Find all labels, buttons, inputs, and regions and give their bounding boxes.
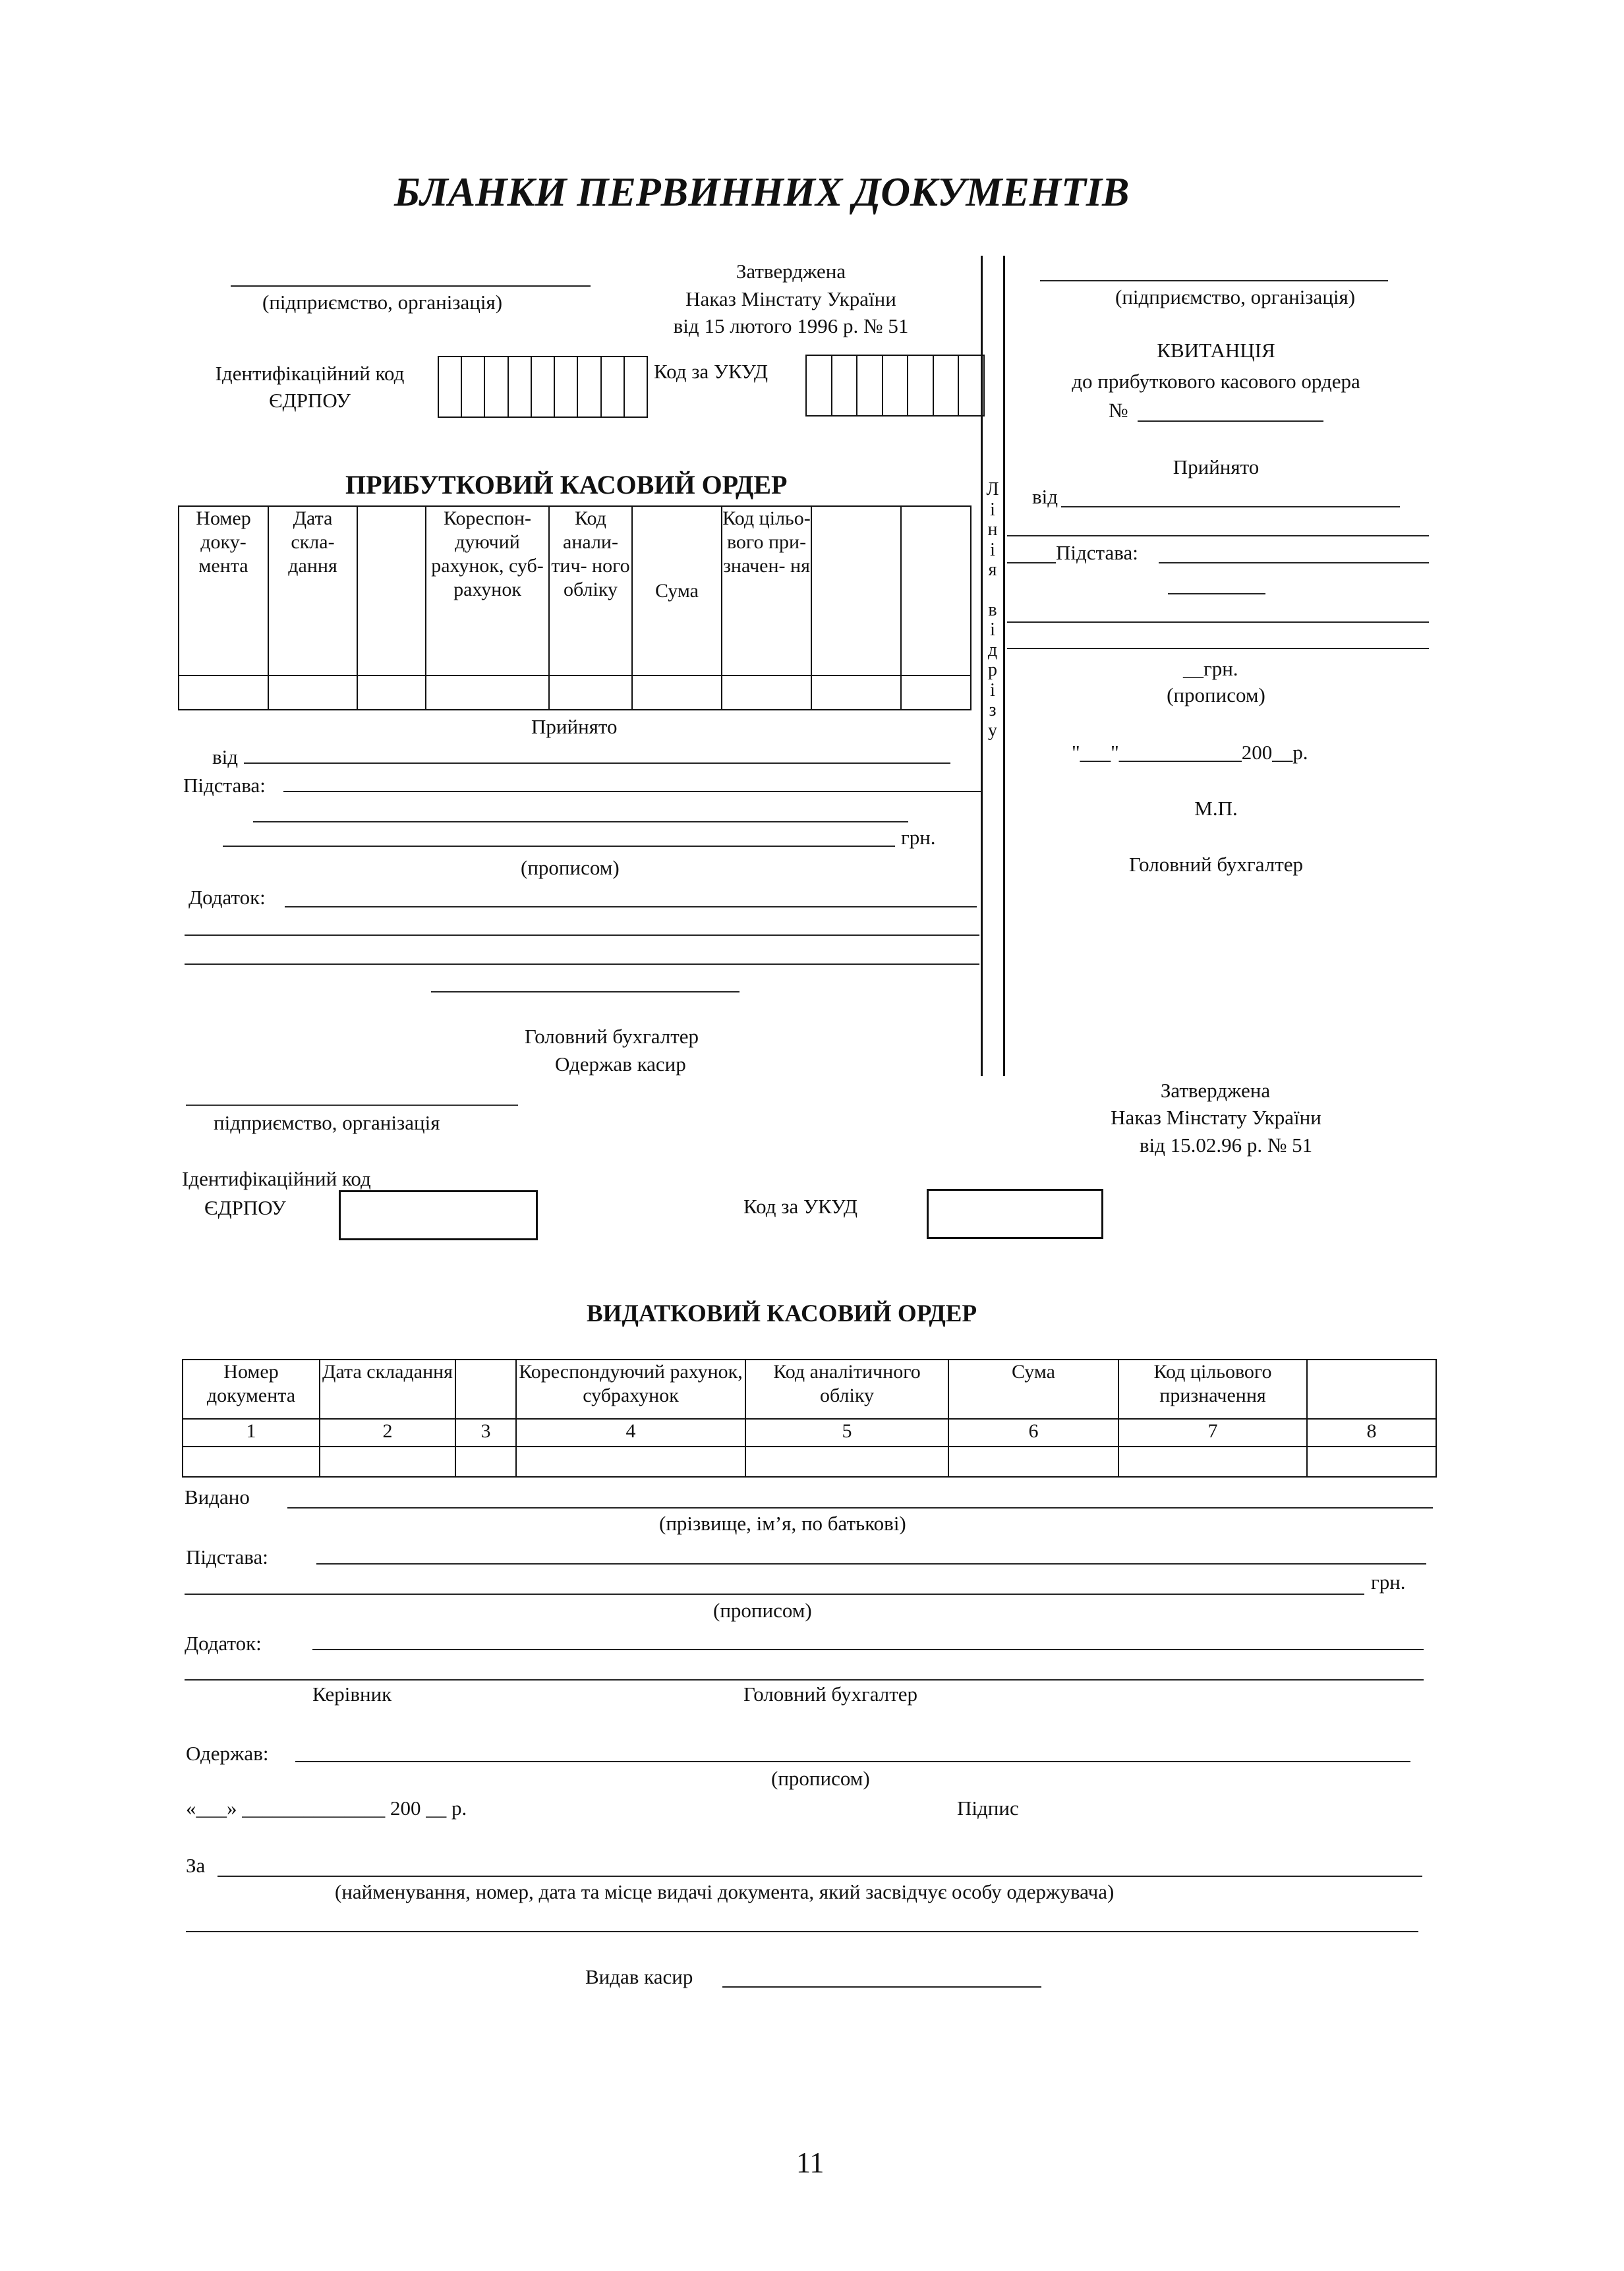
income-signature-line[interactable] [431,991,740,992]
expense-received-line[interactable] [295,1761,1410,1762]
expense-chief-accountant: Головний бухгалтер [743,1682,918,1706]
expense-attachment-line[interactable] [312,1649,1424,1650]
expense-in-words-2: (прописом) [771,1767,870,1790]
income-chief-accountant: Головний бухгалтер [525,1025,699,1048]
income-attachment-line[interactable] [285,906,977,907]
receipt-date: "___"____________200__р. [1072,741,1308,764]
expense-sum-line[interactable] [185,1594,1364,1595]
income-order-table [178,505,972,710]
income-uah-label: грн. [901,826,936,849]
expense-col-purpose-code: Код цільового призначення [1118,1360,1307,1419]
receipt-stamp: М.П. [1194,797,1238,820]
expense-col-corr-account: Кореспондуючий рахунок, субрахунок [516,1360,745,1419]
expense-col-sum: Сума [948,1360,1118,1419]
income-col-sum: Сума [632,506,722,676]
expense-doc-caption: (найменування, номер, дата та місце видачі документа, який засвідчує особу одержувача) [335,1880,1115,1903]
income-attachment-line-2[interactable] [185,934,979,936]
receipt-uah-label: __грн. [1183,657,1238,680]
expense-attachment-label: Додаток: [185,1632,262,1655]
income-approved-3: від 15 лютого 1996 р. № 51 [673,314,909,337]
expense-issued-label: Видано [185,1485,250,1509]
receipt-title: КВИТАНЦІЯ [1157,339,1275,362]
income-ukud-label: Код за УКУД [654,360,768,383]
income-col-blank [357,506,426,676]
expense-org-line [186,1105,518,1106]
income-from-line[interactable] [244,762,950,764]
receipt-basis-line-3[interactable] [1007,648,1429,649]
income-attachment-label: Додаток: [188,886,266,909]
receipt-basis-line-short[interactable] [1168,593,1265,594]
expense-attachment-line-2[interactable] [185,1679,1424,1681]
expense-col-blank [455,1360,516,1419]
expense-cashier-label: Видав касир [585,1965,693,1988]
expense-basis-label: Підстава: [186,1545,268,1568]
receipt-basis-line-2[interactable] [1007,621,1429,623]
income-col-purpose-code: Код цільо- вого при- значен- ня [722,506,811,676]
expense-id-code-box[interactable] [339,1190,538,1240]
expense-by-line[interactable] [218,1876,1422,1877]
receipt-received-label: Прийнято [1173,455,1260,478]
expense-approved-3: від 15.02.96 р. № 51 [1139,1134,1313,1157]
receipt-number-label: № [1109,399,1128,422]
income-basis-line-2[interactable] [253,821,908,822]
income-in-words: (прописом) [521,856,620,879]
income-approved-1: Затверджена [736,260,846,283]
income-attachment-line-3[interactable] [185,963,979,965]
expense-name-caption: (прізвище, ім’я, по батькові) [659,1512,906,1535]
cut-line-label: Л і н і я в і д р і з у [986,479,999,741]
receipt-org-line [1040,280,1388,281]
expense-id-code-label-1: Ідентифікаційний код [182,1167,371,1190]
income-col-analytic-code: Код анали- тич- ного обліку [549,506,632,676]
expense-order-table [182,1359,1437,1478]
income-order-title: ПРИБУТКОВИЙ КАСОВИЙ ОРДЕР [345,470,788,500]
expense-ukud-label: Код за УКУД [743,1195,857,1218]
income-basis-label: Підстава: [183,774,266,797]
receipt-chief-accountant: Головний бухгалтер [1128,853,1304,876]
expense-date: «___» ______________ 200 __ р. [186,1797,467,1820]
expense-issued-line[interactable] [287,1507,1433,1509]
income-col-blank-2 [811,506,901,676]
receipt-number-line[interactable] [1138,420,1323,422]
income-ukud-cells[interactable] [805,355,985,417]
expense-col-date: Дата складання [320,1360,455,1419]
expense-approved-1: Затверджена [1160,1079,1271,1102]
page-title: БЛАНКИ ПЕРВИННИХ ДОКУМЕНТІВ [394,170,1130,215]
cut-line-right [1003,256,1005,1076]
income-col-date: Дата скла- дання [268,506,357,676]
expense-order-title: ВИДАТКОВИЙ КАСОВИЙ ОРДЕР [587,1300,977,1327]
expense-by-line-2[interactable] [186,1931,1418,1932]
income-col-blank-3 [901,506,971,676]
cut-line-left [981,256,983,1076]
table-row [179,676,971,710]
income-cashier-received: Одержав касир [555,1052,686,1076]
income-from-label: від [212,745,239,768]
expense-in-words: (прописом) [713,1599,812,1622]
income-id-code-label-1: Ідентифікаційний код [215,362,405,385]
expense-org-caption: підприємство, організація [214,1111,440,1134]
expense-received-label: Одержав: [186,1742,269,1765]
receipt-basis-line-a[interactable] [1007,562,1056,563]
income-org-line [231,285,591,287]
income-received-label: Прийнято [531,715,618,738]
receipt-basis-label: Підстава: [1056,541,1138,564]
income-col-corr-account: Кореспон- дуючий рахунок, суб- рахунок [426,506,549,676]
income-org-caption: (підприємство, організація) [262,291,503,314]
receipt-subtitle: до прибуткового касового ордера [1072,370,1360,393]
expense-id-code-label-2: ЄДРПОУ [204,1196,286,1219]
page-number: 11 [796,2146,825,2179]
income-col-doc-number: Номер доку- мента [179,506,268,676]
income-basis-line[interactable] [283,791,981,792]
receipt-from-label: від [1032,485,1058,508]
expense-basis-line[interactable] [316,1563,1426,1565]
expense-by-label: За [186,1854,206,1877]
income-sum-line[interactable] [223,846,895,847]
receipt-from-line-2[interactable] [1007,535,1429,536]
receipt-org-caption: (підприємство, організація) [1115,285,1356,308]
receipt-in-words: (прописом) [1167,683,1265,706]
expense-cashier-line[interactable] [722,1986,1041,1988]
expense-uah-label: грн. [1371,1570,1406,1594]
expense-head-label: Керівник [312,1682,392,1706]
expense-ukud-box[interactable] [927,1189,1103,1239]
income-id-code-label-2: ЄДРПОУ [269,389,351,412]
income-id-code-cells[interactable] [438,356,648,418]
table-row [183,1447,1436,1477]
expense-col-blank-2 [1307,1360,1436,1419]
expense-approved-2: Наказ Мінстату України [1111,1106,1321,1129]
income-approved-2: Наказ Мінстату України [685,287,896,310]
receipt-from-line[interactable] [1061,506,1400,507]
expense-col-analytic-code: Код аналітичного обліку [745,1360,948,1419]
expense-col-doc-number: Номер документа [183,1360,320,1419]
expense-signature-label: Підпис [957,1797,1019,1820]
table-row: 1 2 3 4 5 6 7 8 [183,1419,1436,1447]
receipt-basis-line[interactable] [1159,562,1429,563]
